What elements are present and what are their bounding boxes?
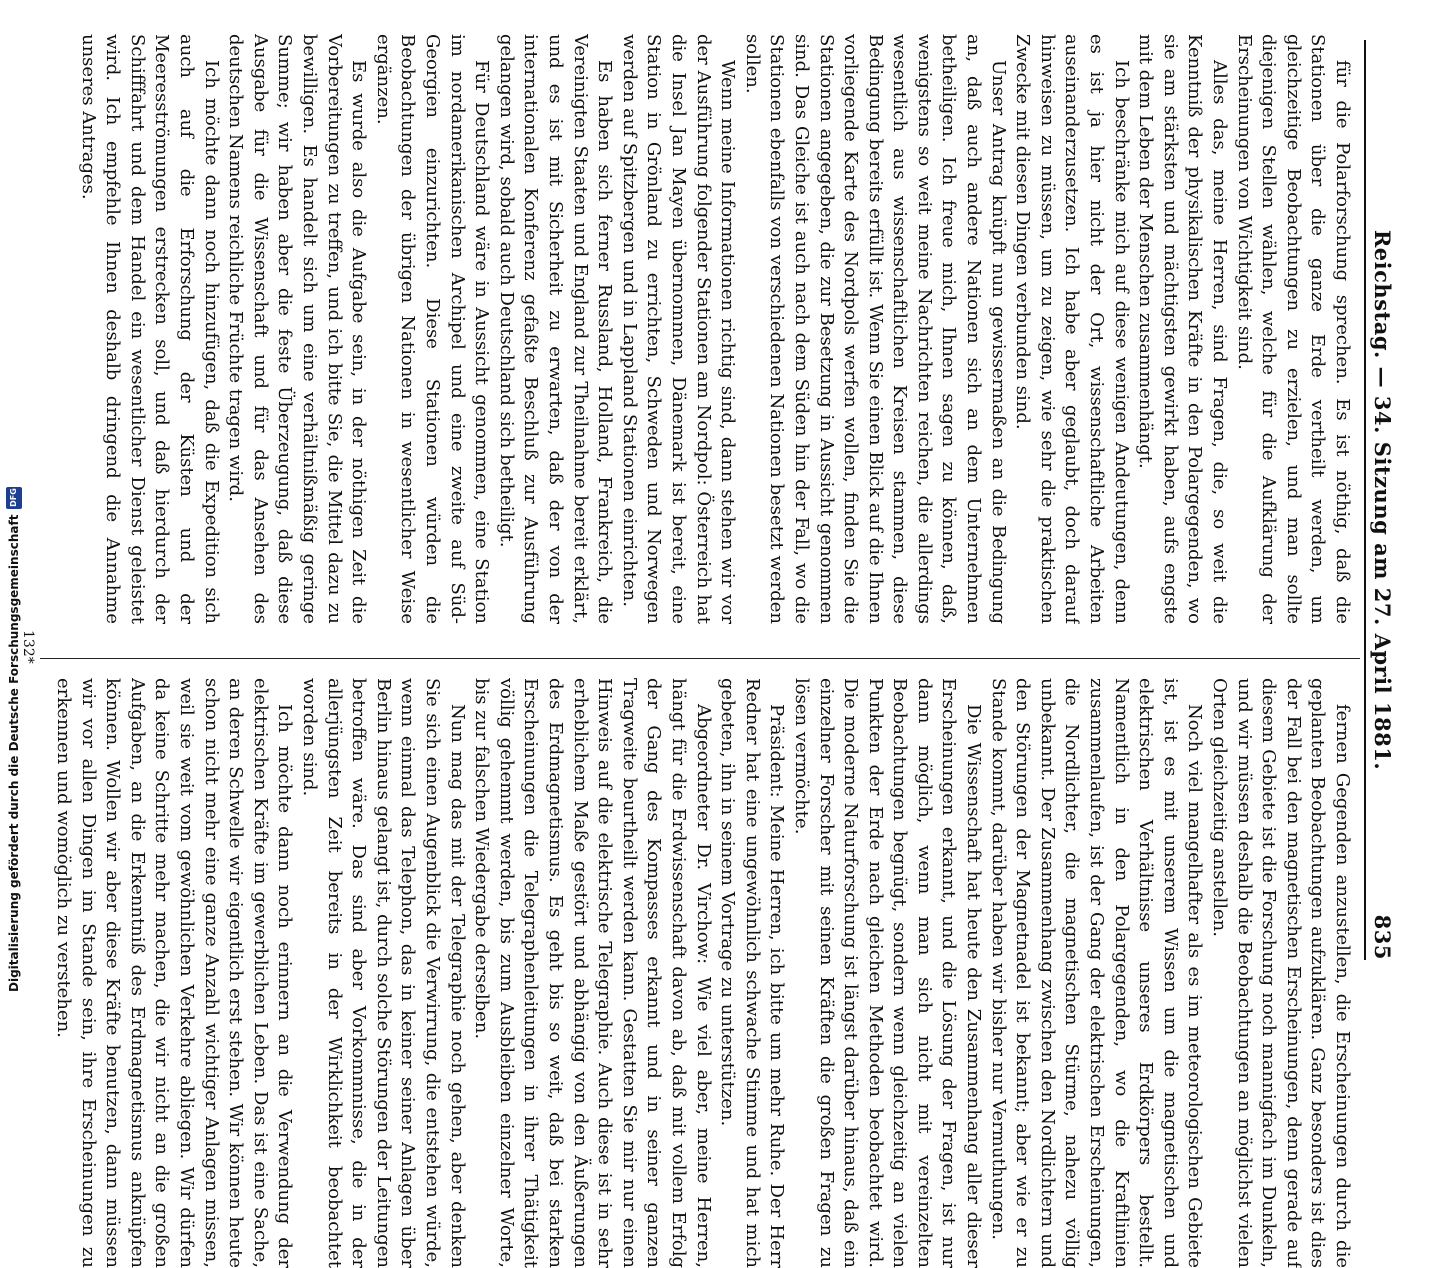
column-divider xyxy=(40,658,1360,659)
signature-mark: 132* xyxy=(20,630,36,664)
paragraph: Präsident: Meine Herren, ich bitte um mehr Ruhe. Der Herr Redner hat eine ungewöhnlich schwache Stimme und hat mich gebeten, ihn in seinem Vortrage zu unterstützen. xyxy=(717,678,788,1268)
paragraph: Es haben sich ferner Russland, Holland, Frankreich, die Vereinigten Staaten und England zur Theilnahme bereit erklärt, und es ist mit Sicherheit zu erwarten, daß der von der internationalen Konferenz gefaßte Beschluß zur Ausführung gelangen wird, sobald auch Deutschland sich betheiligt. xyxy=(495,34,616,624)
paragraph: Nun mag das mit der Telegraphie noch gehen, aber denken Sie sich einen Augenblick die Verwirrung, die entstehen würde, wenn einmal das Telephon, das in keiner seiner Anlagen über Berlin hinaus gelangt ist, durch solche Störungen der Leitungen betroffen wäre. Das sind aber Vorkommnisse, die in der allerjüngsten Zeit bereits in der Wirklichkeit beobachtet worden sind. xyxy=(299,678,468,1268)
paragraph: für die Polarforschung sprechen. Es ist nöthig, daß die Stationen über die ganze Erde vertheilt werden, um gleichzeitige Beobachtungen zu erzielen, und man sollte diejenigen Stellen wählen, welche für die Aufklärung der Erscheinungen von Wichtigkeit sind. xyxy=(1233,34,1353,624)
paragraph: Die Wissenschaft hat heute den Zusammenhang aller dieser Erscheinungen erkannt, und die Lösung der Fragen, ist nur dann möglich, wenn man sich nicht mit vereinzelten Beobachtungen begnügt, sondern wenn gleichzeitig an vielen Punkten der Erde nach gleichen Methoden beobachtet wird. Die moderne Naturforschung ist längst darüber hinaus, daß ein einzelner Forscher mit seinen Kräften die großen Fragen zu lösen vermöchte. xyxy=(790,678,985,1268)
paragraph: Ich beschränke mich auf diese wenigen Andeutungen, denn es ist ja hier nicht der Ort, wissenschaftliche Arbeiten auseinanderzusetzen. Ich habe aber geglaubt, doch darauf hinweisen zu müssen, um zu zeigen, wie sehr die praktischen Zwecke mit diesen Dingen verbunden sind. xyxy=(1012,34,1132,624)
paragraph: fernen Gegenden anzustellen, die Erscheinungen durch die geplanten Beobachtungen aufzuklären. Ganz besonders ist dies der Fall bei den magnetischen Erscheinungen, denn gerade auf diesem Gebiete ist die Forschung noch mannigfach im Dunkeln, und wir müssen deshalb die Beobachtungen an möglichst vielen Orten gleichzeitig anstellen. xyxy=(1209,678,1353,1268)
paragraph: Ich möchte dann noch hinzufügen, daß die Expedition sich auch auf die Erforschung der Küsten und der Meeresströmungen erstrecken soll, und daß hierdurch der Schifffahrt und dem Handel ein wesentlicher Dienst geleistet wird. Ich empfehle Ihnen deshalb dringend die Annahme unseres Antrages. xyxy=(77,34,222,624)
paragraph: Für Deutschland wäre in Aussicht genommen, eine Station im nordamerikanischen Archipel und eine zweite auf Süd-Georgien einzurichten. Diese Stationen würden die Beobachtungen der übrigen Nationen in wesentlicher Weise ergänzen. xyxy=(372,34,493,624)
paragraph: Abgeordneter Dr. Virchow: Wie viel aber, meine Herren, hängt für die Erdwissenschaft davon ab, daß mit vollem Erfolg der Gang des Kompasses erkannt und in seiner ganzen Tragweite beurtheilt werden kann. Gestatten Sie mir nur einen Hinweis auf die elektrische Telegraphie. Auch diese ist in sehr erheblichem Maße gestört und abhängig von den Äußerungen des Erdmagnetismus. Es geht bis so weit, daß bei starken Erscheinungen die Telegraphenleitungen in ihrer Thätigkeit völlig gehemmt werden, bis zum Ausbleiben einzelner Worte, bis zur falschen Wiedergabe derselben. xyxy=(471,678,714,1268)
header-title: Reichstag. — 34. Sitzung am 27. April 1881. xyxy=(1370,229,1395,771)
footer-text: Digitalisierung gefördert durch die Deutsche Forschungsgemeinschaft xyxy=(7,514,21,992)
text-column-left xyxy=(46,34,1354,624)
paragraph: Es wurde also die Aufgabe sein, in der nöthigen Zeit die Vorbereitungen zu treffen, und ich bitte Sie, die Mittel dazu zu bewilligen. Es handelt sich um eine verhältnißmäßig geringe Summe; wir haben aber die feste Überzeugung, daß diese Ausgabe für die Wissenschaft und für das Ansehen des deutschen Namens reichliche Früchte tragen wird. xyxy=(225,34,370,624)
digitization-footer xyxy=(0,472,28,992)
paragraph: Unser Antrag knüpft nun gewissermaßen an die Bedingung an, daß auch andere Nationen sich an dem Unternehmen betheiligen. Ich freue mich, Ihnen sagen zu können, daß, wenigstens so weit meine Nachrichten reichen, die allerdings wesentlich aus wissenschaftlichen Kreisen stammen, diese Bedingung bereits erfüllt ist. Wenn Sie einen Blick auf die Ihnen vorliegende Karte des Nordpols werfen wollen, finden Sie die Stationen angegeben, die zur Besetzung in Aussicht genommen sind. Das Gleiche ist auch nach dem Süden hin der Fall, wo die Stationen ebenfalls von verschiedenen Nationen besetzt werden sollen. xyxy=(741,34,1009,624)
paragraph: Alles das, meine Herren, sind Fragen, die, so weit die Kenntniß der physikalischen Kräfte in den Polargegenden, wo sie am stärksten und mächtigsten gewirkt haben, aufs engste mit dem Leben der Menschen zusammenhängt. xyxy=(1135,34,1231,624)
running-header xyxy=(1364,40,1410,960)
paragraph: Ich möchte dann noch erinnern an die Verwendung der elektrischen Kräfte im gewerblichen Leben. Das ist eine Sache, an deren Schwelle wir eigentlich erst stehen. Wir können heute schon nicht mehr eine ganze Anzahl wichtiger Anlagen missen, weil sie weit vom gewöhnlichen Verkehre abliegen. Wir dürfen da keine Schritte mehr machen, die wir nicht an die großen Aufgaben, an die Erkenntniß des Erdmagnetismus anknüpfen können. Wollen wir aber diese Kräfte benutzen, dann müssen wir vor allen Dingen im Stande sein, ihre Erscheinungen zu erkennen und womöglich zu verstehen. xyxy=(53,678,296,1268)
paragraph: Noch viel mangelhafter als es im meteorologischen Gebiete ist, ist es mit unserem Wissen um die magnetischen und elektrischen Verhältnisse unseres Erdkörpers bestellt. Namentlich in den Polargegenden, wo die Kraftlinien zusammenlaufen, ist der Gang der elektrischen Erscheinungen, die Nordlichter, die magnetischen Stürme, nahezu völlig unbekannt. Der Zusammenhang zwischen den Nordlichtern und den Störungen der Magnetnadel ist bekannt; aber wie er zu Stande kommt, darüber haben wir bisher nur Vermuthungen. xyxy=(987,678,1206,1268)
text-column-right xyxy=(46,678,1354,1268)
dfg-logo-icon: DFG xyxy=(6,487,22,509)
page-number: 835 xyxy=(1370,914,1395,960)
paragraph: Wenn meine Informationen richtig sind, dann stehen wir vor der Ausführung folgender Stationen am Nordpol: Österreich hat die Insel Jan Mayen übernommen, Dänemark ist bereit, eine Station in Grönland zu errichten, Schweden und Norwegen werden auf Spitzbergen und in Lappland Stationen einrichten. xyxy=(618,34,739,624)
